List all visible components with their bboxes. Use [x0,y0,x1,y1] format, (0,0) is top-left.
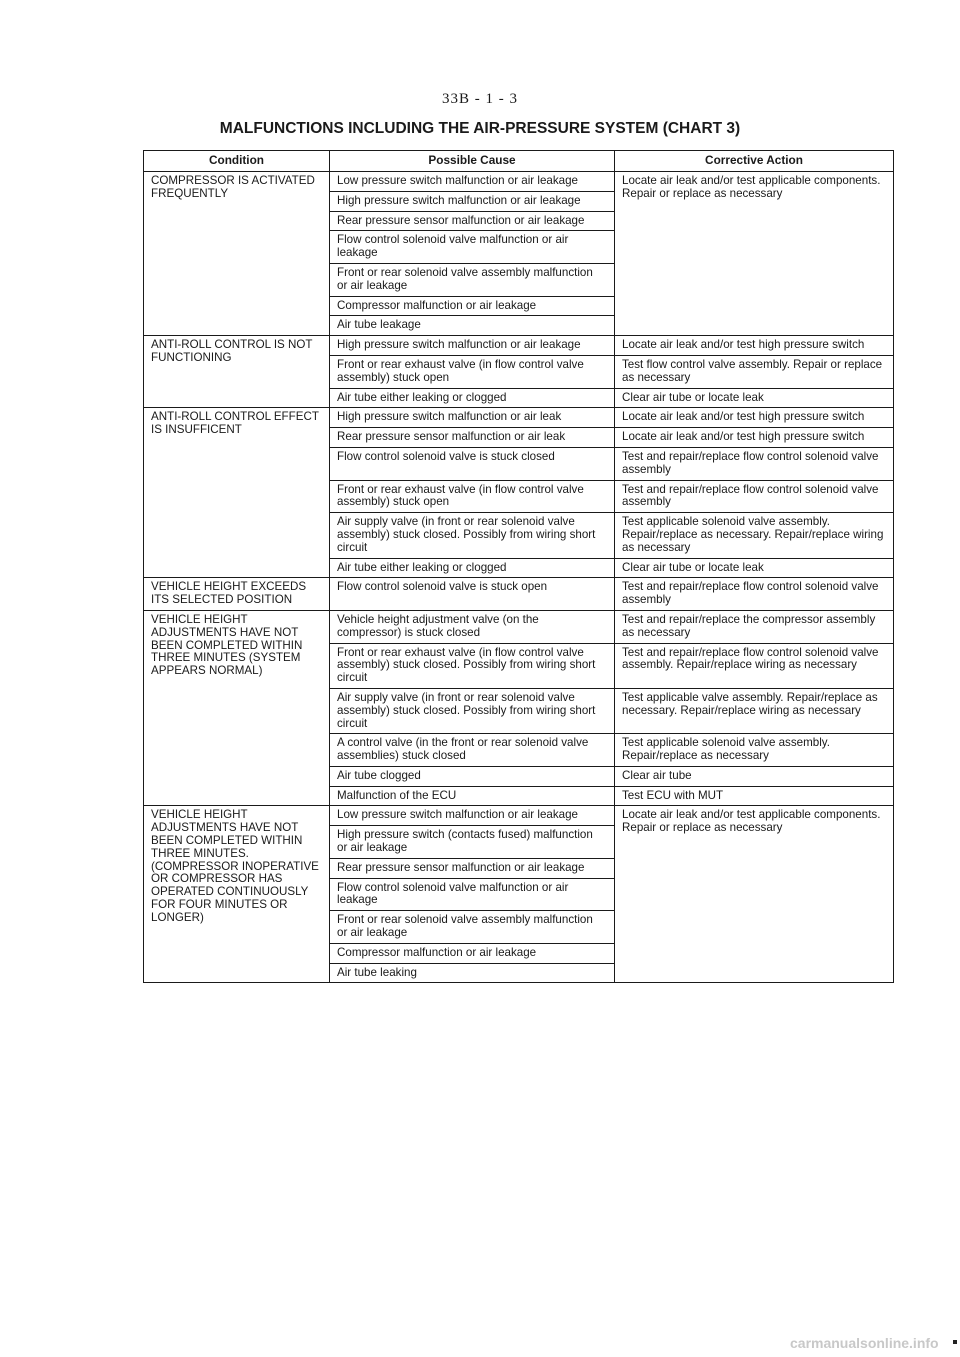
cause-cell: Flow control solenoid valve is stuck open [330,578,615,611]
action-cell: Locate air leak and/or test high pressure switch [615,428,894,448]
table-row [144,408,894,428]
cause-cell: Vehicle height adjustment valve (on the compressor) is stuck closed [330,610,615,643]
action-cell: Clear air tube or locate leak [615,388,894,408]
action-cell: Test and repair/replace the compressor assembly as necessary [615,610,894,643]
action-cell: Clear air tube or locate leak [615,558,894,578]
cause-cell: Low pressure switch malfunction or air leakage [330,806,615,826]
cause-cell: Front or rear exhaust valve (in flow control valve assembly) stuck open [330,480,615,513]
header-possible-cause: Possible Cause [330,151,615,172]
table-header-row [144,151,894,172]
action-cell: Test applicable solenoid valve assembly. Repair/replace as necessary [615,734,894,767]
cause-cell: Rear pressure sensor malfunction or air leak [330,428,615,448]
action-cell: Locate air leak and/or test applicable components. Repair or replace as necessary [615,172,894,336]
watermark: carmanualsonline.info [790,1335,939,1351]
header-corrective-action: Corrective Action [615,151,894,172]
condition-cell: VEHICLE HEIGHT ADJUSTMENTS HAVE NOT BEEN COMPLETED WITHIN THREE MINUTES. (COMPRESSOR INOPERATIVE OR COMPRESSOR HAS OPERATED CONTINUOUSLY FOR FOUR MINUTES OR LONGER) [144,806,330,983]
cause-cell: Air supply valve (in front or rear solenoid valve assembly) stuck closed. Possibly from wiring short circuit [330,513,615,558]
action-cell: Locate air leak and/or test applicable components. Repair or replace as necessary [615,806,894,983]
malfunction-table [143,150,894,983]
cause-cell: Flow control solenoid valve malfunction or air leakage [330,231,615,264]
cause-cell: Front or rear solenoid valve assembly malfunction or air leakage [330,263,615,296]
page-number: 33B - 1 - 3 [442,91,518,107]
action-cell: Locate air leak and/or test high pressure switch [615,408,894,428]
cause-cell: High pressure switch (contacts fused) malfunction or air leakage [330,826,615,859]
header-condition: Condition [144,151,330,172]
cause-cell: Front or rear solenoid valve assembly malfunction or air leakage [330,911,615,944]
cause-cell: Compressor malfunction or air leakage [330,296,615,316]
action-cell: Test applicable valve assembly. Repair/replace as necessary. Repair/replace wiring as necessary [615,688,894,733]
cause-cell: Flow control solenoid valve malfunction or air leakage [330,878,615,911]
cause-cell: Air tube clogged [330,766,615,786]
cause-cell: High pressure switch malfunction or air leakage [330,336,615,356]
page-mark [953,1340,957,1344]
condition-cell: VEHICLE HEIGHT ADJUSTMENTS HAVE NOT BEEN COMPLETED WITHIN THREE MINUTES (SYSTEM APPEARS NORMAL) [144,610,330,806]
cause-cell: Rear pressure sensor malfunction or air leakage [330,858,615,878]
table-row [144,336,894,356]
table-row [144,610,894,643]
action-cell: Clear air tube [615,766,894,786]
cause-cell: Front or rear exhaust valve (in flow control valve assembly) stuck closed. Possibly from wiring short circuit [330,643,615,688]
cause-cell: Rear pressure sensor malfunction or air leakage [330,211,615,231]
cause-cell: Flow control solenoid valve is stuck closed [330,447,615,480]
action-cell: Test flow control valve assembly. Repair or replace as necessary [615,355,894,388]
action-cell: Test and repair/replace flow control solenoid valve assembly [615,578,894,611]
cause-cell: Compressor malfunction or air leakage [330,943,615,963]
condition-cell: COMPRESSOR IS ACTIVATED FREQUENTLY [144,172,330,336]
cause-cell: Malfunction of the ECU [330,786,615,806]
cause-cell: High pressure switch malfunction or air leak [330,408,615,428]
cause-cell: High pressure switch malfunction or air leakage [330,191,615,211]
cause-cell: Air tube either leaking or clogged [330,388,615,408]
cause-cell: Air tube leaking [330,963,615,983]
action-cell: Test ECU with MUT [615,786,894,806]
page-title: MALFUNCTIONS INCLUDING THE AIR-PRESSURE SYSTEM (CHART 3) [219,120,741,137]
cause-cell: Air tube leakage [330,316,615,336]
table-row [144,172,894,192]
table-row [144,806,894,826]
action-cell: Test and repair/replace flow control solenoid valve assembly [615,447,894,480]
condition-cell: VEHICLE HEIGHT EXCEEDS ITS SELECTED POSITION [144,578,330,611]
action-cell: Locate air leak and/or test high pressure switch [615,336,894,356]
cause-cell: Low pressure switch malfunction or air leakage [330,172,615,192]
cause-cell: Air tube either leaking or clogged [330,558,615,578]
condition-cell: ANTI-ROLL CONTROL EFFECT IS INSUFFICENT [144,408,330,578]
action-cell: Test applicable solenoid valve assembly. Repair/replace as necessary. Repair/replace wiring as necessary [615,513,894,558]
action-cell: Test and repair/replace flow control solenoid valve assembly [615,480,894,513]
table-row [144,578,894,611]
action-cell: Test and repair/replace flow control solenoid valve assembly. Repair/replace wiring as necessary [615,643,894,688]
cause-cell: Air supply valve (in front or rear solenoid valve assembly) stuck closed. Possibly from wiring short circuit [330,688,615,733]
cause-cell: A control valve (in the front or rear solenoid valve assemblies) stuck closed [330,734,615,767]
cause-cell: Front or rear exhaust valve (in flow control valve assembly) stuck open [330,355,615,388]
condition-cell: ANTI-ROLL CONTROL IS NOT FUNCTIONING [144,336,330,408]
